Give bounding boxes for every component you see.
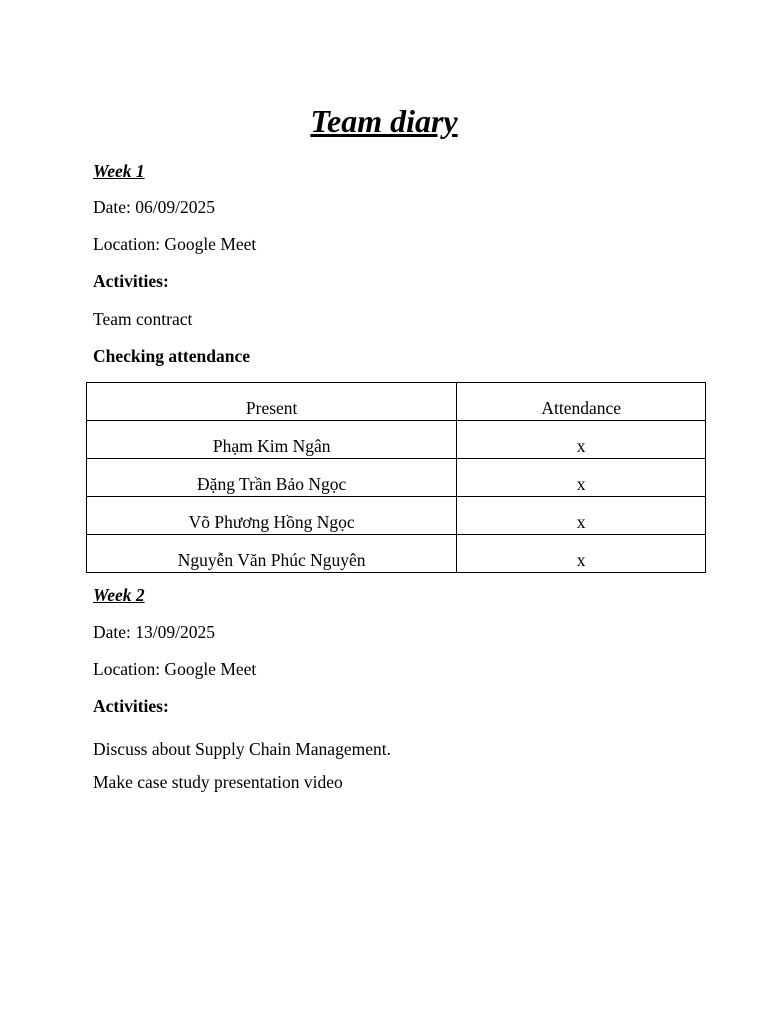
week-1-location: Location: Google Meet — [93, 234, 257, 254]
member-name-cell: Nguyễn Văn Phúc Nguyên — [87, 535, 457, 573]
member-name-cell: Đặng Trần Bảo Ngọc — [87, 459, 457, 497]
week-1-activity-item: Team contract — [93, 309, 193, 329]
week-2-activities-label: Activities: — [93, 696, 169, 716]
member-name-cell: Phạm Kim Ngân — [87, 421, 457, 459]
week-1-activities-label: Activities: — [93, 271, 169, 291]
week-2-activity-item: Discuss about Supply Chain Management. — [93, 739, 391, 759]
attendance-mark-cell: x — [457, 535, 706, 573]
attendance-mark-cell: x — [457, 497, 706, 535]
week-1-date: Date: 06/09/2025 — [93, 197, 215, 217]
attendance-table — [86, 382, 706, 573]
week-2-heading: Week 2 — [93, 585, 145, 605]
attendance-heading: Checking attendance — [93, 346, 251, 366]
attendance-mark-cell: x — [457, 421, 706, 459]
member-name-cell: Võ Phương Hồng Ngọc — [87, 497, 457, 535]
document-title: Team diary — [310, 103, 458, 139]
week-1-heading: Week 1 — [93, 161, 145, 181]
week-2-date: Date: 13/09/2025 — [93, 622, 215, 642]
table-header-row — [87, 383, 706, 421]
attendance-mark-cell: x — [457, 459, 706, 497]
week-2-location: Location: Google Meet — [93, 659, 257, 679]
table-row — [87, 421, 706, 459]
week-2-activity-item: Make case study presentation video — [93, 772, 343, 792]
table-row — [87, 459, 706, 497]
column-header-attendance: Attendance — [457, 383, 706, 421]
table-row — [87, 535, 706, 573]
column-header-present: Present — [87, 383, 457, 421]
table-row — [87, 497, 706, 535]
